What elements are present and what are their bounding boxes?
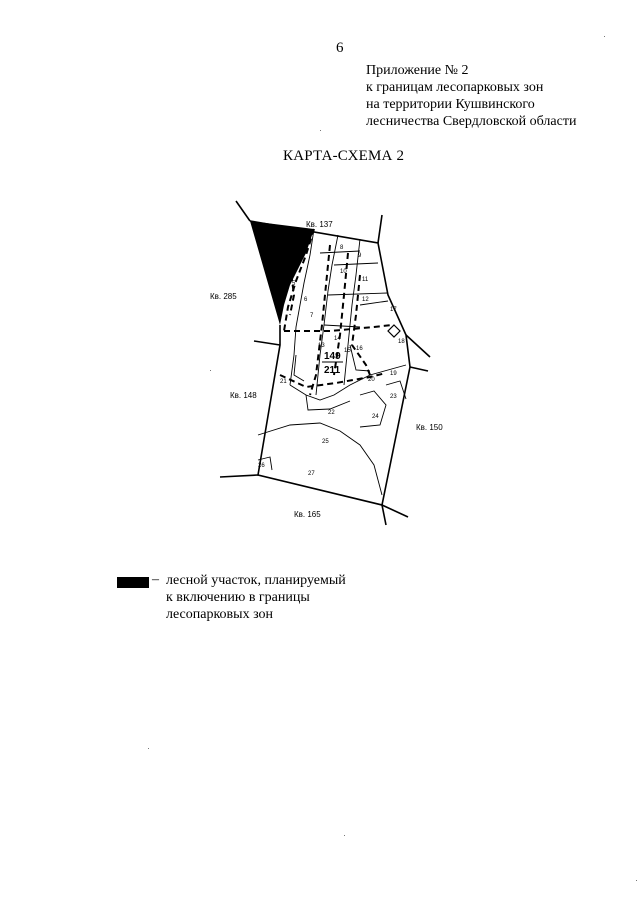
plot-number: 5 bbox=[292, 281, 296, 287]
plot-number: 20 bbox=[368, 377, 375, 383]
scan-speck bbox=[148, 748, 149, 749]
scan-speck bbox=[636, 880, 637, 881]
plot-number: 14 bbox=[334, 336, 341, 342]
page-number: 6 bbox=[336, 40, 344, 56]
scan-speck bbox=[320, 130, 321, 131]
quarter-label-north: Кв. 137 bbox=[306, 220, 333, 229]
quarter-boundaries bbox=[220, 201, 430, 525]
scan-speck bbox=[604, 36, 605, 37]
legend-line-1: лесной участок, планируемый bbox=[166, 573, 346, 588]
plot-number: 18 bbox=[398, 339, 405, 345]
plot-number: 6 bbox=[304, 297, 308, 303]
plot-number: 22 bbox=[328, 410, 335, 416]
plot-number: 7 bbox=[310, 313, 314, 319]
plot-number: 17 bbox=[390, 307, 397, 313]
center-quarter-number: 149 bbox=[324, 351, 341, 362]
legend-text bbox=[166, 572, 346, 623]
map-title: КАРТА-СХЕМА 2 bbox=[283, 148, 405, 164]
forest-map-scheme bbox=[210, 195, 443, 525]
quarter-label-southwest: Кв. 148 bbox=[230, 391, 257, 400]
plot-number: 23 bbox=[390, 394, 397, 400]
scan-speck bbox=[210, 370, 211, 371]
appendix-line-3: на территории Кушвинского bbox=[366, 97, 535, 112]
plot-number: 21 bbox=[280, 379, 287, 385]
highlighted-forest-plot bbox=[250, 221, 314, 325]
legend-line-3: лесопарковых зон bbox=[166, 607, 274, 622]
quarter-label-west: Кв. 285 bbox=[210, 292, 237, 301]
plot-number: 9 bbox=[358, 253, 362, 259]
appendix-line-1: Приложение № 2 bbox=[366, 63, 469, 78]
legend-line-2: к включению в границы bbox=[166, 590, 310, 605]
plot-number: 15 bbox=[344, 348, 351, 354]
center-area-number: 211 bbox=[324, 365, 341, 376]
legend-dash: – bbox=[152, 572, 159, 587]
plot-number: 13 bbox=[318, 343, 325, 349]
diamond-marker bbox=[388, 325, 400, 337]
plot-number: 8 bbox=[340, 245, 344, 251]
appendix-line-4: лесничества Свердловской области bbox=[366, 114, 577, 129]
plot-number: 11 bbox=[362, 277, 369, 283]
scan-speck bbox=[344, 835, 345, 836]
plot-number: 19 bbox=[390, 371, 397, 377]
plot-number: 10 bbox=[340, 269, 347, 275]
plot-number: 12 bbox=[362, 297, 369, 303]
plot-number: 26 bbox=[258, 463, 265, 469]
plot-number: 25 bbox=[322, 439, 329, 445]
quarter-label-east: Кв. 150 bbox=[416, 423, 443, 432]
quarter-label-south: Кв. 165 bbox=[294, 510, 321, 519]
legend-swatch bbox=[117, 577, 149, 588]
plot-number: 27 bbox=[308, 471, 315, 477]
appendix-header bbox=[366, 62, 576, 130]
appendix-line-2: к границам лесопарковых зон bbox=[366, 80, 544, 95]
plot-number: 24 bbox=[372, 414, 379, 420]
plot-number: 16 bbox=[356, 346, 363, 352]
